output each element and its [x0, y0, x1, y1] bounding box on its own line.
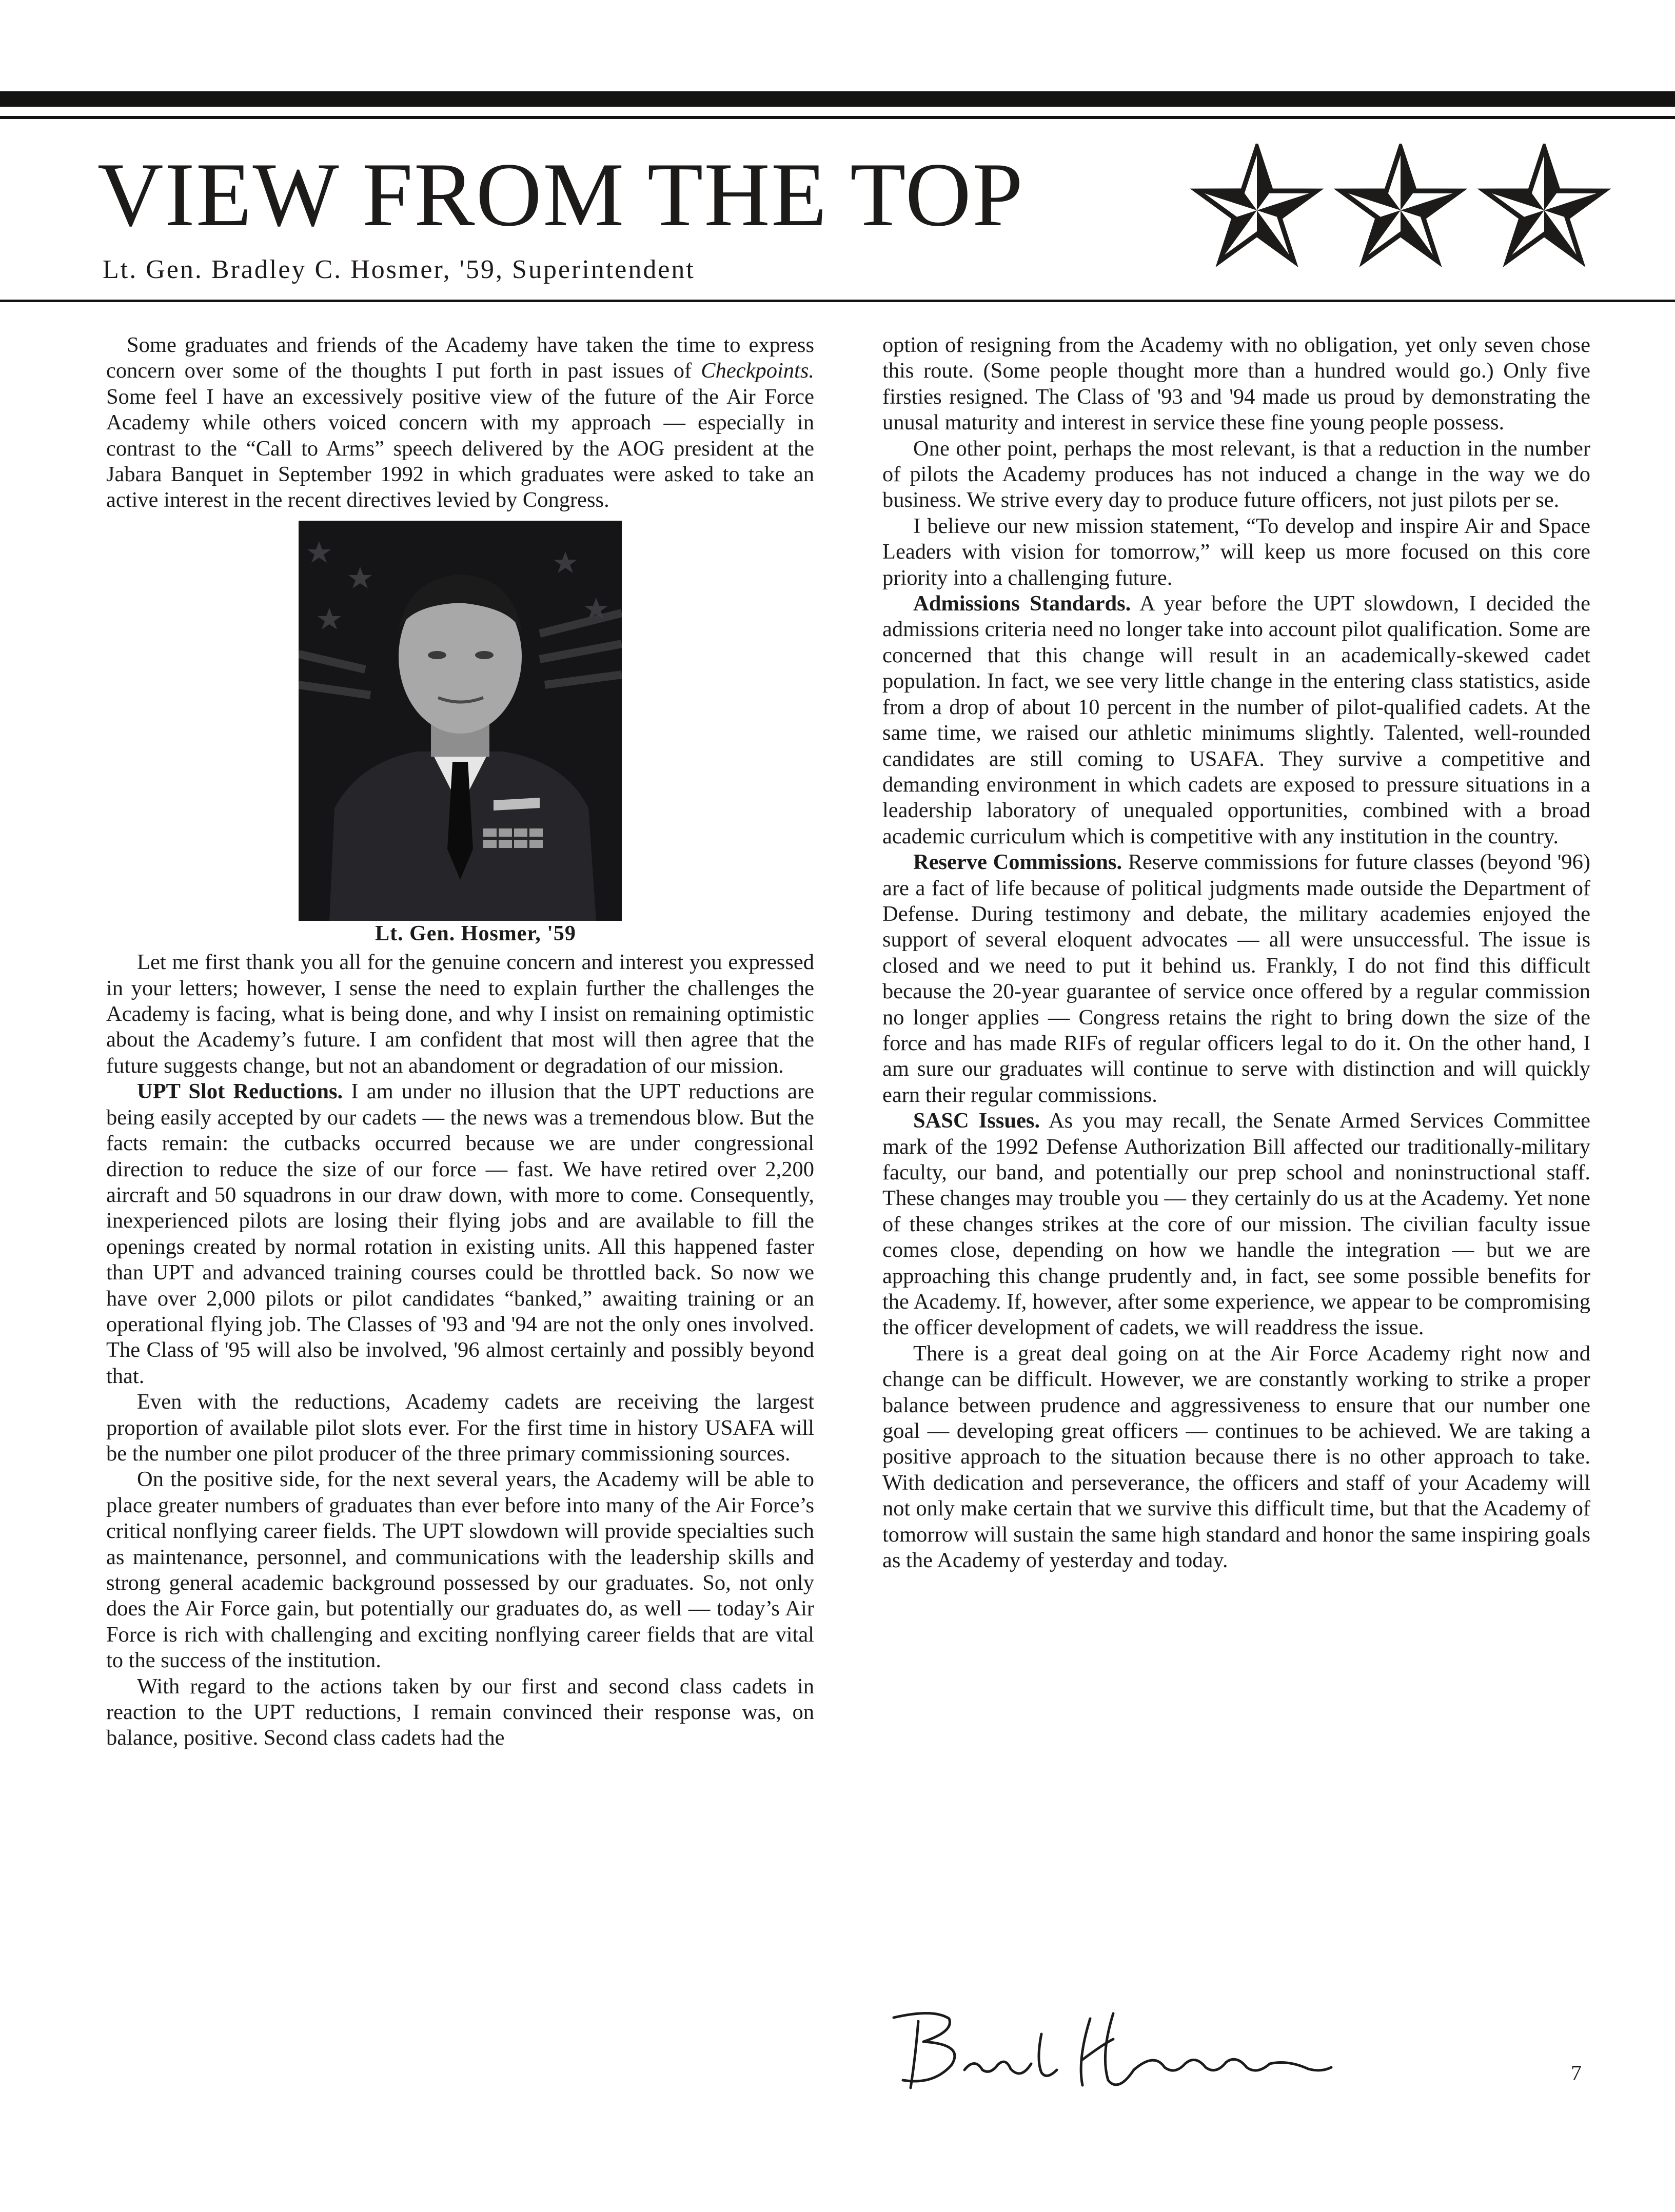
closing-paragraph: There is a great deal going on at the Air Force Academy right now and change can be difficult. However, we are constantly working to strike a proper balance between prudence and aggressiveness to ensure that our number one goal — developing great officers — continues to be achieved. We are taking a positive approach to the situation because there is no other approach to take. With dedication and perseverance, the officers and staff of your Academy will not only make certain that we survive this difficult time, but that the Academy of tomorrow will sustain the same high standard and honor the same inspiring goals as the Academy of yesterday and today.	[882, 1341, 1590, 1573]
photo-caption: Lt. Gen. Hosmer, '59	[375, 921, 576, 945]
intro-text: Some graduates and friends of the Academy have taken the time to express concern over some of the thoughts I put forth in past issues of	[106, 333, 814, 383]
article-paragraph: Let me first thank you all for the genuine concern and interest you expressed in your letters; however, I sense the need to explain further the challenges the Academy is facing, what is being done, and why I insist on remaining optimistic about the Academy’s future. I am confident that most will then agree that the future suggests change, but not an abandoment or degradation of our mission.	[106, 950, 814, 1078]
reserve-paragraph	[882, 850, 1590, 1108]
article-paragraph: With regard to the actions taken by our first and second class cadets in reaction to the UPT reductions, I remain convinced their response was, on balance, positive. Second class cadets had the	[106, 1674, 814, 1750]
page-title: VIEW FROM THE TOP	[97, 144, 1024, 245]
star-icon	[1190, 144, 1324, 277]
sasc-paragraph	[882, 1108, 1590, 1341]
left-column	[106, 332, 814, 1751]
star-icon	[1334, 144, 1467, 277]
section-text: I am under no illusion that the UPT reductions are being easily accepted by our cadets — the news was a tremendous blow. But the facts remain: the cutbacks occurred because we are under congressional direction to reduce the size of our force — fast. We have retired over 2,200 aircraft and 50 squadrons in our draw down, with more to come. Consequently, inexperienced pilots are losing their flying jobs and are available to fill the openings created by normal rotation in existing units. All this happened faster than UPT and advanced training courses could be throttled back. So now we have over 2,000 pilots or pilot candidates “banked,” awaiting training or an operational flying job. The Classes of '93 and '94 are not the only ones involved. The Class of '95 will also be involved, '96 almost certainly and possibly beyond that.	[106, 1079, 814, 1388]
admissions-paragraph	[882, 591, 1590, 850]
star-icon	[1477, 144, 1611, 277]
section-heading: UPT Slot Reductions.	[137, 1079, 343, 1104]
portrait-figure	[106, 521, 814, 946]
three-star-insignia	[1190, 144, 1611, 277]
article-paragraph: One other point, perhaps the most relevant, is that a reduction in the number of pilots the Academy produces has not induced a change in the way we do business. We strive every day to produce future officers, not just pilots per se.	[882, 436, 1590, 512]
upt-paragraph	[106, 1079, 814, 1389]
page-number: 7	[1571, 2062, 1582, 2085]
section-text: As you may recall, the Senate Armed Services Committee mark of the 1992 Defense Authorization Bill affected our traditionally-military faculty, our band, and potentially our prep school and noninstructional staff. These changes may trouble you — they certainly do us at the Academy. Yet none of these changes strikes at the core of our mission. The civilian faculty issue comes close, depending on how we handle the integration — but we are approaching this change prudently and, in fact, see some possible benefits for the Academy. If, however, after some experience, we appear to be compromising the officer development of cadets, we will readdress the issue.	[882, 1109, 1590, 1340]
author-byline: Lt. Gen. Bradley C. Hosmer, '59, Superintendent	[103, 255, 695, 284]
publication-name: Checkpoints.	[701, 359, 814, 383]
article-paragraph: option of resigning from the Academy with no obligation, yet only seven chose this route. (Some people thought more than a hundred would go.) Only five firsties resigned. The Class of '93 and '94 made us proud by demonstrating the unusal maturity and interest in service these fine young people possess.	[882, 333, 1590, 435]
section-text: Reserve commissions for future classes (beyond '96) are a fact of life because of political judgments made outside the Department of Defense. During testimony and debate, the military academies enjoyed the support of several eloquent advocates — all were unsuccessful. The issue is closed and we need to put it behind us. Frankly, I do not find this difficult because the 20-year guarantee of service once offered by a regular commission no longer applies — Congress retains the right to bring down the size of the force and has made RIFs of regular officers legal to do it. On the other hand, I am sure our graduates will continue to serve with distinction and will quickly earn their regular commissions.	[882, 850, 1591, 1107]
section-text: A year before the UPT slowdown, I decided the admissions criteria need no longer take into account pilot qualification. Some are concerned that this change will result in an academically-skewed cadet population. In fact, we see very little change in the entering class statistics, aside from a drop of about 10 percent in the number of pilot-qualified cadets. At the same time, we raised our athletic minimums slightly. Talented, well-rounded candidates are still coming to USAFA. They survive a competitive and demanding environment in which cadets are exposed to pressure situations in a leadership laboratory of unequaled opportunities, combined with a broad academic curriculum which is competitive with any institution in the country.	[882, 591, 1591, 848]
header-rule	[0, 300, 1675, 302]
signature	[888, 2003, 1339, 2101]
section-heading: Admissions Standards.	[913, 591, 1131, 616]
section-heading: SASC Issues.	[913, 1109, 1040, 1133]
article-paragraph: Even with the reductions, Academy cadets are receiving the largest proportion of available pilot slots ever. For the first time in history USAFA will be the number one pilot producer of the three primary commissioning sources.	[106, 1390, 814, 1466]
intro-text: Some feel I have an excessively positive view of the future of the Air Force Academy while others voiced concern with my approach — especially in contrast to the “Call to Arms” speech delivered by the AOG president at the Jabara Banquet in September 1992 in which graduates were asked to take an active interest in the recent directives levied by Congress.	[106, 384, 814, 512]
intro-paragraph	[106, 332, 814, 514]
section-heading: Reserve Commissions.	[913, 850, 1122, 875]
top-rule-thick	[0, 91, 1675, 107]
article-paragraph: I believe our new mission statement, “To develop and inspire Air and Space Leaders with vision for tomorrow,” will keep us more focused on this core priority into a challenging future.	[882, 514, 1590, 590]
right-column	[882, 332, 1590, 1574]
portrait-photo	[299, 521, 622, 921]
top-rule-thin	[0, 116, 1675, 119]
article-paragraph: On the positive side, for the next several years, the Academy will be able to place greater numbers of graduates than ever before into many of the Air Force’s critical nonflying career fields. The UPT slowdown will provide specialties such as maintenance, personnel, and communications with the leadership skills and strong general academic background possessed by our graduates. So, not only does the Air Force gain, but potentially our graduates do, as well — today’s Air Force is rich with challenging and exciting nonflying career fields that are vital to the success of the institution.	[106, 1467, 814, 1673]
